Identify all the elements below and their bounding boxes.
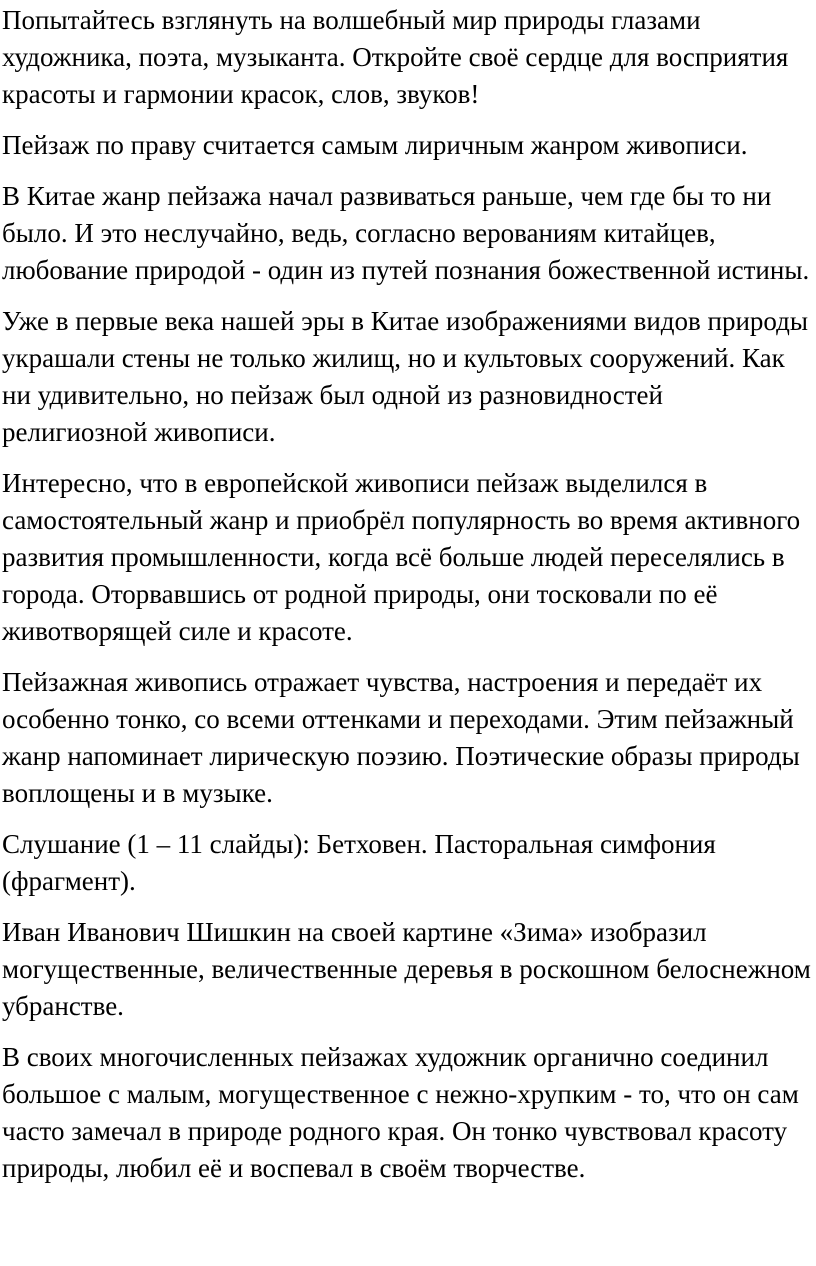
paragraph-intro: Попытайтесь взглянуть на волшебный мир природы глазами художника, поэта, музыканта. Откройте своё сердце для восприятия красоты и гармонии красок, слов, звуков!: [2, 5, 789, 109]
paragraph-shishkin-works: В своих многочисленных пейзажах художник органично соединил большое с малым, могущественное с нежно-хрупким - то, что он сам часто замечал в природе родного края. Он тонко чувствовал красоту природы, любил её и воспевал в своём творчестве.: [2, 1042, 799, 1183]
paragraph-first-centuries: Уже в первые века нашей эры в Китае изображениями видов природы украшали стены не только жилищ, но и культовых сооружений. Как ни удивительно, но пейзаж был одной из разновидностей религиозной живописи.: [2, 306, 809, 447]
paragraph-china: В Китае жанр пейзажа начал развиваться раньше, чем где бы то ни было. И это неслучайно, ведь, согласно верованиям китайцев, любование природой - один из путей познания божественной истины.: [2, 181, 810, 285]
paragraph-feelings: Пейзажная живопись отражает чувства, настроения и передаёт их особенно тонко, со всеми оттенками и переходами. Этим пейзажный жанр напоминает лирическую поэзию. Поэтические образы природы воплощены и в музыке.: [2, 667, 800, 808]
paragraph-europe: Интересно, что в европейской живописи пейзаж выделился в самостоятельный жанр и приобрёл популярность во время активного развития промышленности, когда всё больше людей переселялись в города. Оторвавшись от родной природы, они тосковали по её животворящей силе и красоте.: [2, 468, 801, 646]
document-body: [2, 2, 814, 1201]
paragraph-shishkin-winter: Иван Иванович Шишкин на своей картине «Зима» изобразил могущественные, величественные деревья в роскошном белоснежном убранстве.: [2, 917, 811, 1021]
paragraph-listening: Слушание (1 – 11 слайды): Бетховен. Пасторальная симфония (фрагмент).: [2, 829, 716, 896]
paragraph-landscape-genre: Пейзаж по праву считается самым лиричным жанром живописи.: [2, 130, 748, 160]
